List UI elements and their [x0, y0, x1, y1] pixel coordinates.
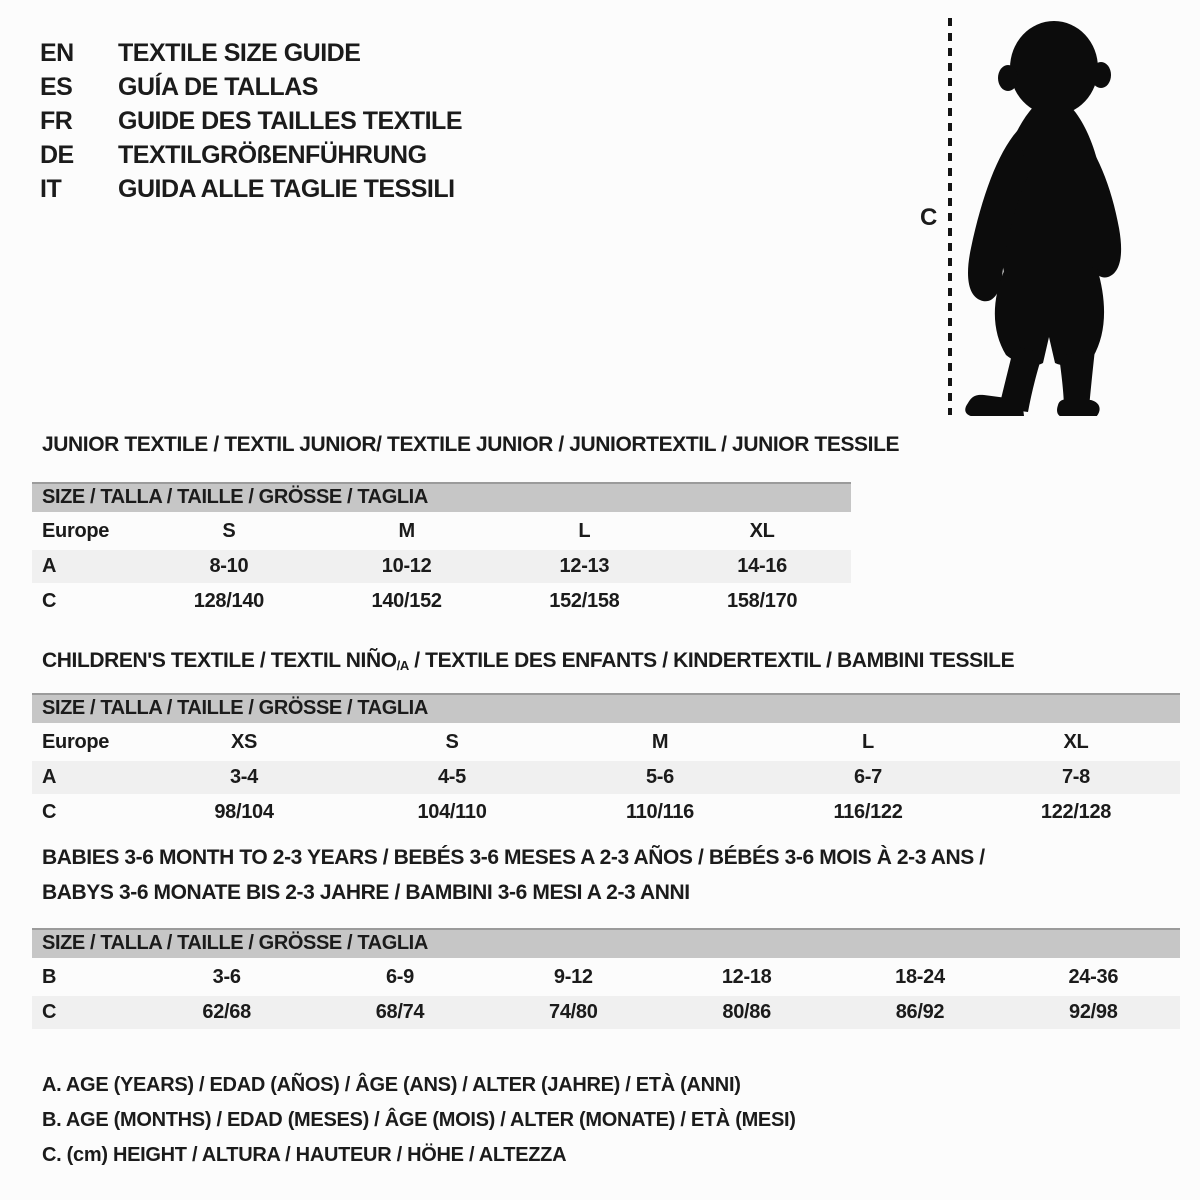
- height-cell: 158/170: [727, 590, 798, 612]
- lang-code: DE: [40, 141, 74, 169]
- height-cell: 152/158: [549, 590, 620, 612]
- children-region-label: Europe: [42, 731, 110, 753]
- lang-code: EN: [40, 39, 74, 67]
- language-title-list: [40, 36, 462, 206]
- height-cell: 128/140: [193, 590, 264, 612]
- height-dashed-line-icon: [948, 18, 952, 415]
- height-cell: 80/86: [722, 1001, 771, 1023]
- junior-size-header-bar: SIZE / TALLA / TAILLE / GRÖSSE / TAGLIA: [32, 482, 851, 512]
- height-cell: 86/92: [895, 1001, 945, 1023]
- height-cell: 98/104: [214, 801, 274, 823]
- age-cell: 12-13: [559, 555, 610, 577]
- age-cell: 5-6: [645, 766, 674, 788]
- age-cell: 8-10: [209, 555, 249, 577]
- children-size-cell: M: [651, 731, 669, 753]
- lang-code: ES: [40, 73, 73, 101]
- lang-row-es: [40, 70, 462, 104]
- babies-row-months: [32, 961, 1180, 994]
- lang-code: FR: [40, 107, 73, 135]
- months-cell: 9-12: [553, 966, 593, 988]
- babies-row-height: [32, 996, 1180, 1029]
- junior-size-cell: M: [398, 520, 415, 542]
- height-measure-figure: [900, 0, 1160, 430]
- children-size-cell: L: [862, 731, 874, 753]
- children-size-header-bar: SIZE / TALLA / TAILLE / GRÖSSE / TAGLIA: [32, 693, 1180, 723]
- junior-section-title: JUNIOR TEXTILE / TEXTIL JUNIOR/ TEXTILE JUNIOR / JUNIORTEXTIL / JUNIOR TESSILE: [42, 433, 900, 456]
- children-size-cell: XL: [1063, 731, 1089, 753]
- lang-row-en: [40, 36, 462, 70]
- children-row-height: [32, 796, 1180, 829]
- children-size-table: [32, 693, 1180, 831]
- height-cell: 104/110: [417, 801, 487, 823]
- row-label: C: [42, 590, 57, 612]
- measurement-legend: [42, 1068, 796, 1173]
- junior-size-cell: L: [578, 520, 591, 542]
- legend-line-a: A. AGE (YEARS) / EDAD (AÑOS) / ÂGE (ANS) / ALTER (JAHRE) / ETÀ (ANNI): [42, 1074, 741, 1096]
- legend-line-c: C. (cm) HEIGHT / ALTURA / HAUTEUR / HÖHE / ALTEZZA: [42, 1144, 567, 1166]
- junior-region-label: Europe: [42, 520, 110, 542]
- children-sizes-row: [32, 726, 1180, 759]
- months-cell: 6-9: [385, 966, 414, 988]
- age-cell: 14-16: [737, 555, 787, 577]
- lang-row-de: [40, 138, 462, 172]
- height-measure-label: C: [920, 204, 938, 231]
- lang-label: GUIDA ALLE TAGLIE TESSILI: [118, 175, 455, 203]
- lang-label: TEXTILE SIZE GUIDE: [118, 39, 361, 67]
- height-cell: 92/98: [1069, 1001, 1118, 1023]
- age-cell: 3-4: [229, 766, 258, 788]
- junior-size-cell: XL: [749, 520, 775, 542]
- lang-row-fr: [40, 104, 462, 138]
- lang-label: TEXTILGRÖßENFÜHRUNG: [118, 141, 427, 169]
- height-cell: 122/128: [1040, 801, 1112, 823]
- age-cell: 10-12: [381, 555, 432, 577]
- children-section-title: [42, 648, 1014, 676]
- babies-section-title: [42, 840, 985, 910]
- junior-row-height: [32, 585, 851, 618]
- lang-label: GUIDE DES TAILLES TEXTILE: [118, 107, 463, 135]
- children-title-sub: /A: [396, 658, 409, 673]
- height-cell: 74/80: [549, 1001, 598, 1023]
- children-size-cell: S: [445, 731, 459, 753]
- height-cell: 68/74: [375, 1001, 425, 1023]
- height-cell: 140/152: [371, 590, 442, 612]
- baby-silhouette-icon: [958, 16, 1142, 416]
- children-row-age: [32, 761, 1180, 794]
- children-title-prefix: CHILDREN'S TEXTILE / TEXTIL NIÑO: [42, 649, 397, 672]
- months-cell: 24-36: [1068, 966, 1119, 988]
- height-cell: 116/122: [833, 801, 903, 823]
- lang-label: GUÍA DE TALLAS: [118, 73, 318, 101]
- junior-sizes-row: [32, 515, 851, 548]
- months-cell: 3-6: [212, 966, 241, 988]
- lang-code: IT: [40, 175, 62, 203]
- row-label: C: [42, 1001, 57, 1023]
- height-cell: 62/68: [202, 1001, 251, 1023]
- age-cell: 4-5: [437, 766, 466, 788]
- babies-size-table: [32, 928, 1180, 1031]
- junior-row-age: [32, 550, 851, 583]
- row-label: B: [42, 966, 57, 988]
- row-label: A: [42, 766, 57, 788]
- junior-size-table: [32, 482, 851, 620]
- months-cell: 18-24: [895, 966, 945, 988]
- children-size-cell: XS: [230, 731, 258, 753]
- row-label: C: [42, 801, 57, 823]
- lang-row-it: [40, 172, 462, 206]
- legend-line-b: B. AGE (MONTHS) / EDAD (MESES) / ÂGE (MOIS) / ALTER (MONATE) / ETÀ (MESI): [42, 1109, 796, 1131]
- babies-title-line1: BABIES 3-6 MONTH TO 2-3 YEARS / BEBÉS 3-6 MESES A 2-3 AÑOS / BÉBÉS 3-6 MOIS À 2-3 ANS /: [42, 846, 985, 869]
- height-cell: 110/116: [626, 801, 694, 823]
- babies-size-header-bar: SIZE / TALLA / TAILLE / GRÖSSE / TAGLIA: [32, 928, 1180, 958]
- junior-size-cell: S: [222, 520, 236, 542]
- age-cell: 6-7: [853, 766, 882, 788]
- months-cell: 12-18: [721, 966, 772, 988]
- babies-title-line2: BABYS 3-6 MONATE BIS 2-3 JAHRE / BAMBINI 3-6 MESI A 2-3 ANNI: [42, 881, 690, 904]
- row-label: A: [42, 555, 57, 577]
- children-title-suffix: / TEXTILE DES ENFANTS / KINDERTEXTIL / BAMBINI TESSILE: [408, 649, 1015, 672]
- age-cell: 7-8: [1061, 766, 1090, 788]
